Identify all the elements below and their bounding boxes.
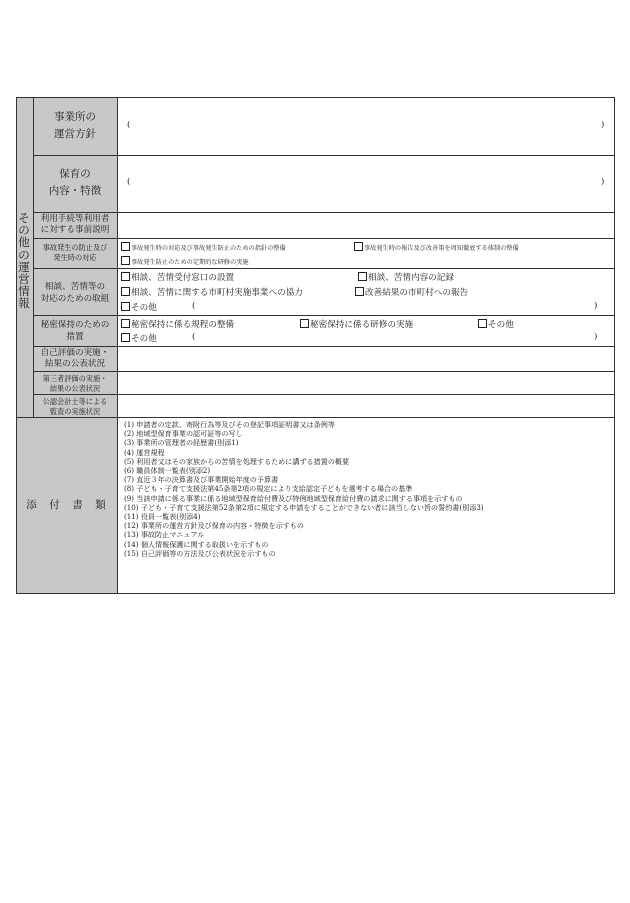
confidentiality-option[interactable]: その他 xyxy=(478,319,514,330)
confidentiality-label: 秘密保持のための 措置 xyxy=(40,320,110,342)
confidentiality-option[interactable]: 秘密保持に係る研修の実施 xyxy=(300,319,413,330)
list-item: (6) 職員体制一覧表(別添2) xyxy=(124,466,211,476)
policy-field[interactable] xyxy=(135,112,595,140)
checkbox[interactable] xyxy=(121,256,130,265)
list-item: (3) 事業所の管理者の経歴書(別添1) xyxy=(124,438,239,448)
list-item: (11) 役員一覧表(別添4) xyxy=(124,512,201,522)
list-item: (9) 当該申請に係る事業に係る地域型保育給付費及び特例地域型保育給付費の請求に関する事項を示すもの xyxy=(124,493,463,503)
checkbox[interactable] xyxy=(358,272,367,281)
checkbox[interactable] xyxy=(121,333,130,342)
audit-label: 公認会計士等による 監査の実施状況 xyxy=(42,397,108,416)
policy-close-paren: ) xyxy=(601,120,605,130)
checkbox[interactable] xyxy=(478,319,487,328)
table-border-right xyxy=(614,97,615,594)
checkbox[interactable] xyxy=(121,272,130,281)
side-label: そ の 他 の 運 営 情 報 xyxy=(18,211,30,311)
list-item: (8) 子ども・子育て支援法第45条第2項の規定により支給認定子どもを選考する場合の基準 xyxy=(124,484,413,494)
row-divider xyxy=(33,315,614,316)
audit-field[interactable] xyxy=(120,396,610,415)
list-item: (5) 利用者又はその家族からの苦情を処理するために講ずる措置の概要 xyxy=(124,456,350,466)
row-divider xyxy=(33,268,614,269)
list-item: (10) 子ども・子育て支援法第52条第2項に規定する申請をすることができない者に該当しない旨の誓約書(別添3) xyxy=(124,502,484,512)
table-border-left xyxy=(16,97,17,594)
table-border-top xyxy=(16,97,614,98)
accident-label: 事故発生の防止及び 発生時の対応 xyxy=(42,243,108,262)
consultation-option[interactable]: 改善結果の市町村への報告 xyxy=(355,287,468,298)
list-item: (4) 運営規程 xyxy=(124,447,165,457)
confidentiality-open-paren: ( xyxy=(192,332,196,342)
accident-option[interactable]: 事故発生時の報告及び改善策を周知徹底する体制の整備 xyxy=(354,242,519,252)
table-border-bottom xyxy=(16,593,614,594)
checkbox[interactable] xyxy=(121,302,130,311)
policy-open-paren: ( xyxy=(127,120,131,130)
self-eval-label: 自己評価の実施・ 結果の公表状況 xyxy=(40,348,110,369)
consultation-option[interactable]: 相談、苦情内容の記録 xyxy=(358,272,454,283)
confidentiality-option[interactable]: 秘密保持に係る規程の整備 xyxy=(121,319,234,330)
list-item: (7) 直近３年の決算書及び事業開始年度の予算書 xyxy=(124,475,279,485)
consultation-label: 相談、苦情等の 対応のための取組 xyxy=(40,282,110,304)
checkbox[interactable] xyxy=(354,242,363,251)
self-eval-field[interactable] xyxy=(120,348,610,369)
list-item: (12) 事業所の運営方針及び保育の内容・特徴を示すもの xyxy=(124,521,304,531)
list-item: (2) 地域型保育事業の認可証等の写し xyxy=(124,429,243,439)
attachments-list xyxy=(124,420,484,558)
childcare-close-paren: ) xyxy=(601,177,605,187)
consultation-option[interactable]: 相談、苦情に関する市町村実施事業への協力 xyxy=(121,287,303,298)
prior-explanation-field[interactable] xyxy=(120,214,610,236)
consultation-option-other[interactable]: その他 xyxy=(121,302,157,313)
checkbox[interactable] xyxy=(121,287,130,296)
prior-explanation-label: 利用手続等利用者 に対する事前説明 xyxy=(40,214,110,235)
checkbox[interactable] xyxy=(121,319,130,328)
checkbox[interactable] xyxy=(355,287,364,296)
accident-option[interactable]: 事故発生防止のための定期的な研修の実施 xyxy=(121,256,249,266)
list-item: (13) 事故防止マニュアル xyxy=(124,530,205,540)
third-party-field[interactable] xyxy=(120,373,610,392)
confidentiality-option-other[interactable]: その他 xyxy=(121,333,157,344)
row-divider xyxy=(33,346,614,347)
list-item: (14) 個人情報保護に関する取扱いを示すもの xyxy=(124,539,269,549)
childcare-field[interactable] xyxy=(135,168,595,196)
attachments-label: 添 付 書 類 xyxy=(26,499,107,511)
row-divider xyxy=(33,394,614,395)
consultation-option[interactable]: 相談、苦情受付窓口の設置 xyxy=(121,272,234,283)
policy-label: 事業所の 運営方針 xyxy=(54,111,96,140)
confidentiality-close-paren: ) xyxy=(594,332,598,342)
consultation-close-paren: ) xyxy=(594,301,598,311)
row-divider xyxy=(33,371,614,372)
checkbox[interactable] xyxy=(121,242,130,251)
checkbox[interactable] xyxy=(300,319,309,328)
row-divider xyxy=(33,212,614,213)
row-divider xyxy=(33,155,614,156)
list-item: (1) 申請者の定款、寄附行為等及びその登記事項証明書又は条例等 xyxy=(124,420,335,429)
row-divider xyxy=(33,238,614,239)
third-party-label: 第三者評価の実施・ 結果の公表状況 xyxy=(42,374,108,393)
childcare-label: 保育の 内容・特徴 xyxy=(48,168,102,197)
list-item: (15) 自己評価等の方法及び公表状況を示すもの xyxy=(124,548,276,558)
childcare-open-paren: ( xyxy=(127,177,131,187)
attachments-divider xyxy=(16,417,614,418)
accident-option[interactable]: 事故発生時の対応及び事故発生防止のための指針の整備 xyxy=(121,242,286,252)
consultation-open-paren: ( xyxy=(192,301,196,311)
